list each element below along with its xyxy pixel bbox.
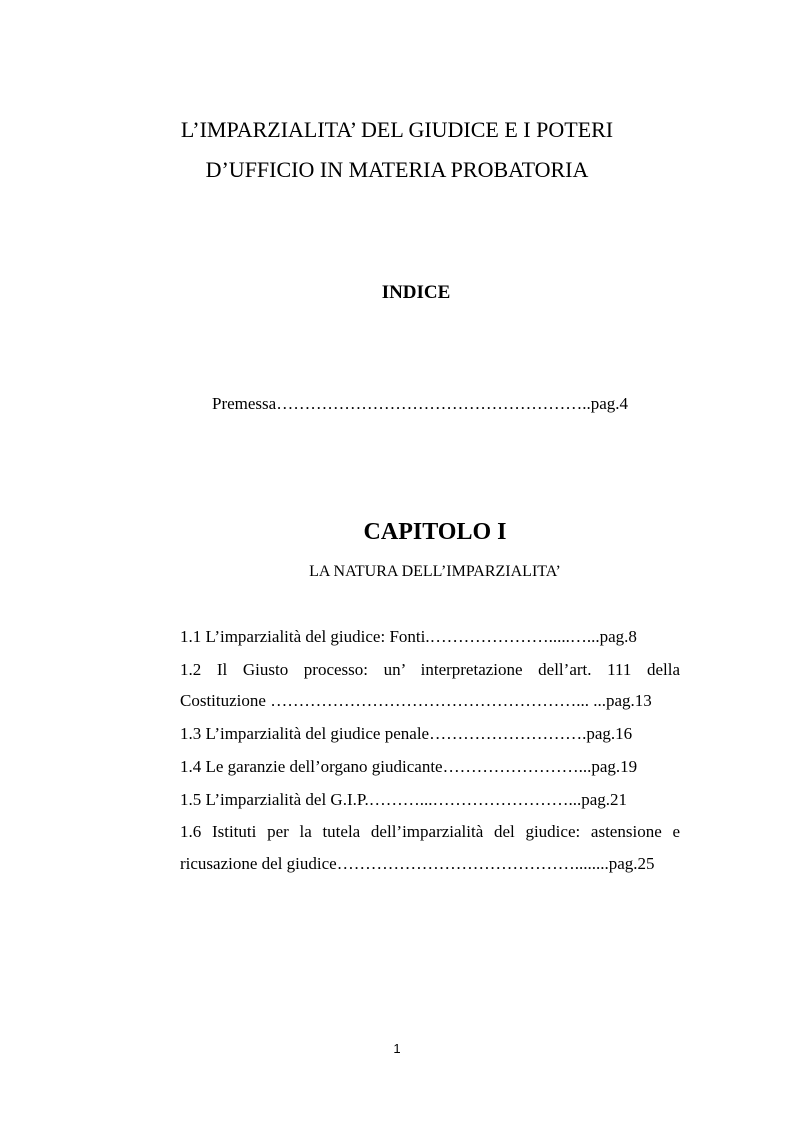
toc-entry-1-2-line-1: 1.2 Il Giusto processo: un’ interpretazione dell’art. 111 della — [180, 660, 680, 679]
toc-entry-1-4: 1.4 Le garanzie dell’organo giudicante……………………...pag.19 — [180, 757, 638, 776]
document-title-line-2: D’UFFICIO IN MATERIA PROBATORIA — [205, 157, 589, 182]
toc-entry-1-3: 1.3 L’imparzialità del giudice penale……………………….pag.16 — [180, 724, 633, 743]
toc-entry-1-1: 1.1 L’imparzialità del giudice: Fonti.………………….....…...pag.8 — [180, 627, 637, 646]
index-heading: INDICE — [381, 282, 451, 303]
toc-entry-1-6-line-1: 1.6 Istituti per la tutela dell’imparzialità del giudice: astensione e — [180, 822, 680, 841]
toc-entry-1-6-line-2: ricusazione del giudice……………………………………........pag.25 — [180, 854, 655, 873]
chapter-heading: CAPITOLO I — [363, 519, 507, 545]
toc-entry-1-5: 1.5 L’imparzialità del G.I.P.………...……………………...pag.21 — [180, 790, 627, 809]
chapter-subtitle: LA NATURA DELL’IMPARZIALITA’ — [309, 563, 561, 580]
document-title-line-1: L’IMPARZIALITA’ DEL GIUDICE E I POTERI — [180, 117, 614, 142]
page-number: 1 — [393, 1041, 401, 1056]
toc-entry-1-2-line-2: Costituzione ………………………………………………... ...pag.13 — [180, 691, 652, 710]
toc-entry-premessa: Premessa………………………………………………..pag.4 — [212, 394, 629, 413]
